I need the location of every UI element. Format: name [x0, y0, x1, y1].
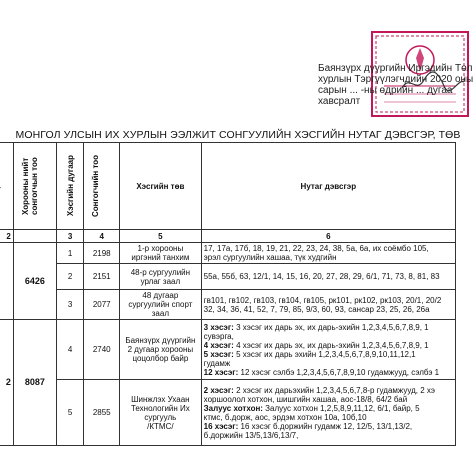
districts-table	[0, 142, 456, 446]
table-row	[0, 264, 456, 290]
area-line: 4 хэсэг: 4 хэсэг их дарь эх, их дарь-эхийн 1,2,3,4,5,6,7,8,9, 1	[203, 340, 429, 350]
area-line: 16 хэсэг: 16 хэсэг б.доржийн гудамж 12, 12/5, 13/1,13/2,	[203, 421, 413, 431]
center-cell	[120, 290, 202, 320]
table-row	[0, 320, 456, 380]
area-line: 55а, 55б, 63, 12/1, 14, 15, 16, 20, 27, 28, 29, 6/1, 71, 73, 8, 81, 83	[203, 272, 440, 281]
center-line: 48 дугаар	[142, 291, 179, 300]
column-number	[13, 230, 56, 243]
header-total-voters: Хорооны нийт сонгогчын тоо	[13, 143, 56, 230]
approval-line: хурлын Тэргүүлэгчдийн 2020 оны	[318, 74, 474, 85]
center-line: 1-р хорооны	[137, 244, 184, 253]
voters-cell: 2740	[84, 320, 120, 380]
section-cell: 5	[56, 380, 83, 446]
area-line: сувэрга,	[203, 331, 234, 341]
area-cell	[201, 264, 455, 290]
voters-cell: 2077	[84, 290, 120, 320]
header-voter-count: Сонгогчийн тоо	[84, 143, 120, 230]
area-line: 2 хэсэг: 2 хэсэг их дарьэхийн 1,2,3,4,5,6,7,8-р гудамжууд, 2 хэ	[203, 385, 435, 395]
area-cell	[201, 320, 455, 380]
header-center: Хэсгийн төв	[120, 143, 202, 230]
column-number: 6	[201, 230, 455, 243]
center-line: Технологийн Их	[130, 403, 190, 413]
center-line: Шинжлэх Ухаан	[131, 394, 190, 404]
column-number: 5	[120, 230, 202, 243]
area-line: 5 хэсэг: 5 хэсэг их дарь эхийн 1,2,3,4,5,6,7,8,9,10,11,12,1	[203, 349, 416, 359]
document-title: МОНГОЛ УЛСЫН ИХ ХУРЛЫН ЭЭЛЖИТ СОНГУУЛИЙН ХЭСГИЙН НУТАГ ДЭВСГЭР, ТӨВ	[15, 129, 461, 141]
table-header-row	[0, 143, 456, 230]
area-cell	[201, 290, 455, 320]
center-cell	[120, 380, 202, 446]
area-line: ктмс, б.дорж, аос, эрдэм хотхон 10а, 10б,10	[203, 412, 367, 422]
area-line: 3 хэсэг: 3 хэсэг их дарь эх, их дарь-эхийн 1,2,3,4,5,6,7,8,9, 1	[203, 322, 429, 332]
area-line: 12 хэсэг: 12 хэсэг сэлбэ 1,2,3,4,5,6,7,8,9,10 гудамжууд, сэлбэ 1	[203, 367, 440, 377]
section-cell: 3	[56, 290, 83, 320]
khoroo-cell	[0, 243, 13, 320]
area-line: гв101, гв102, гв103, гв104, гв105, рк101, рк102, рк103, 20/1, 20/2	[203, 295, 442, 305]
area-line: гудамж	[203, 358, 231, 368]
approval-line: сарын ... -ны өдрийн ... дугаа	[318, 85, 453, 96]
area-cell	[201, 380, 455, 446]
area-line: б.доржийн 13/5,13/6,13/7,	[203, 430, 299, 440]
center-line: сургуулийн спорт	[128, 300, 193, 309]
center-line: заал	[151, 309, 169, 318]
voters-cell: 2855	[84, 380, 120, 446]
section-cell: 4	[56, 320, 83, 380]
khoroo-cell: 2	[0, 320, 13, 446]
center-cell	[120, 264, 202, 290]
voters-cell: 2151	[84, 264, 120, 290]
area-line: эрэл сургуулийн хашаа, түк худгийн	[203, 253, 337, 262]
section-cell: 2	[56, 264, 83, 290]
column-number-row	[0, 230, 456, 243]
column-number: 3	[56, 230, 83, 243]
total-voters-cell: 8087	[13, 320, 56, 446]
center-line: цоцолбор байр	[132, 354, 189, 363]
area-cell	[201, 243, 455, 264]
center-line: сургууль	[144, 412, 177, 422]
area-line: хоршоолол хотхон, шишгийн хашаа, аос-18/8, 64/2 бай	[203, 394, 408, 404]
approval-line: хавсралт	[318, 96, 361, 107]
voters-cell: 2198	[84, 243, 120, 264]
area-line: 32, 34, 36, 41, 52, 7, 79, 85, 9/3, 60, 93, сансар 23, 25, 26, 26а	[203, 304, 430, 314]
area-line: Залуус хотхон: Залуус хотхон 1,2,5,8,9,11,12, 6/1, байр, 5	[203, 403, 420, 413]
header-khoroo	[0, 143, 13, 230]
signature	[398, 70, 468, 96]
center-cell	[120, 320, 202, 380]
total-voters-cell: 6426	[13, 243, 56, 320]
area-line: 17, 17а, 17б, 18, 19, 21, 22, 23, 24, 38, 5а, 6а, их соёмбо 105,	[203, 244, 429, 253]
approval-line: Баянзүрх дүүргийн Иргэдийн Төл	[318, 63, 473, 74]
table-row	[0, 290, 456, 320]
center-line: урлаг заал	[140, 276, 181, 286]
section-cell: 1	[56, 243, 83, 264]
center-line: иргэний танхим	[131, 253, 190, 262]
column-number: 2	[0, 230, 13, 243]
table-row	[0, 243, 456, 264]
center-line: 2 дугаар хорооны	[127, 345, 194, 354]
header-section-number: Хэсгийн дугаар	[56, 143, 83, 230]
center-line: Баянзүрх дүүргийн	[125, 336, 196, 345]
table-row	[0, 380, 456, 446]
center-line: /КТМС/	[147, 421, 174, 431]
column-number: 4	[84, 230, 120, 243]
center-line: 48-р сургуулийн	[130, 267, 191, 277]
header-area: Нутаг дэвсгэр	[201, 143, 455, 230]
center-cell	[120, 243, 202, 264]
